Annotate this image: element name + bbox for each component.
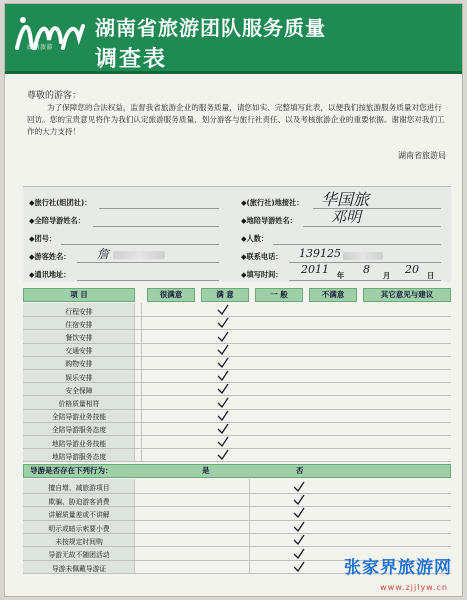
rating-item-label: 住宿安排: [65, 320, 93, 329]
behavior-item-label: 明示或暗示索要小费: [48, 524, 110, 533]
form-subtitle: 调查表: [95, 47, 168, 72]
rating-checkmark-icon-0: [216, 304, 230, 316]
count-field: ◆人数：: [241, 229, 446, 247]
behavior-item-label: 未按规定时间购: [55, 538, 103, 546]
row-divider: [23, 448, 451, 449]
rating-checkmark-icon-3: [216, 344, 230, 356]
behavior-checkmark-icon-5: [292, 548, 306, 560]
behavior-item-label: 擅自增、减旅游项目: [48, 484, 110, 493]
header-average: 一 般: [255, 288, 303, 302]
row-divider: [23, 382, 451, 383]
behavior-header-row: [23, 464, 451, 478]
header-unsatisfied: 不满意: [309, 288, 357, 302]
form-title: 湖南省旅游团队服务质量: [95, 16, 326, 40]
behavior-header: 导游是否存在下列行为：: [30, 466, 113, 476]
form-header: [5, 4, 463, 74]
local-guide-value: 邓明: [331, 208, 362, 226]
phone-field: ◆联系电话： 139125: [241, 247, 446, 265]
row-divider: [23, 422, 451, 423]
date-month-value: 8: [363, 263, 370, 276]
hunan-tourism-logo-icon: [13, 12, 89, 64]
watermark-url: www.zjjlyw.cn: [380, 583, 448, 592]
row-divider: [23, 493, 451, 494]
column-divider: [249, 479, 250, 573]
rating-checkmark-icon-1: [216, 317, 230, 329]
date-year-value: 2011: [301, 263, 329, 276]
rating-item-label: 餐饮安排: [65, 333, 93, 342]
rating-checkmark-icon-6: [216, 383, 230, 395]
yes-header: 是: [202, 466, 210, 476]
behavior-checkmark-icon-1: [292, 494, 306, 506]
local-agency-field: ◆(旅行社)地接社： 华国旅: [241, 193, 446, 211]
rating-checkmark-icon-4: [216, 357, 230, 369]
row-divider: [23, 395, 451, 396]
rating-checkmark-icon-7: [216, 397, 230, 409]
signature: 湖南省旅游局: [398, 151, 446, 160]
rating-item-label: 地陪导游服务态度: [51, 452, 107, 461]
rating-item-label: 行程安排: [65, 307, 93, 316]
rating-item-label: 全陪导游业务技能: [51, 413, 107, 422]
row-divider: [23, 520, 451, 521]
rating-item-label: 安全保障: [65, 386, 93, 395]
behavior-checkmark-icon-0: [292, 481, 306, 493]
rating-checkmark-icon-5: [216, 370, 230, 382]
rating-checkmark-icon-10: [216, 436, 230, 448]
row-divider: [23, 435, 451, 436]
rating-checkmark-icon-8: [216, 410, 230, 422]
tourist-field: ◆游客姓名： 詹: [29, 247, 229, 265]
greeting: 尊敬的游客：: [27, 91, 82, 101]
local-guide-field: ◆地陪导游姓名： 邓明: [241, 211, 446, 229]
row-divider: [23, 546, 451, 547]
behavior-item-label: 讲解质量差或不讲解: [48, 511, 110, 520]
rating-item-label: 交通安排: [65, 347, 93, 356]
behavior-checkmark-icon-6: [292, 561, 306, 573]
intro-paragraph: 为了保障您的合法权益，监督我省旅游企业的服务质量，请您如实、完整填写此表，以便我们按旅游服务质量对您进行回访。您的宝贵意见将作为我们认定旅游服务质量、划分游客与旅行社责任、以及考核旅游企业的重要依据。谢谢您对我们工作的大力支持！: [27, 103, 445, 136]
info-section: [23, 186, 451, 282]
rating-checkmark-icon-2: [216, 331, 230, 343]
rating-item-label: 购物安排: [65, 360, 93, 369]
header-comments: 其它意见与建议: [363, 288, 451, 302]
row-divider: [23, 506, 451, 507]
row-divider: [23, 461, 451, 462]
watermark-text: 张家界旅游网: [344, 558, 452, 578]
local-agency-value: 华国旅: [321, 190, 370, 209]
behavior-checkmark-icon-3: [292, 521, 306, 533]
behavior-checkmark-icon-2: [292, 507, 306, 519]
phone-value: 139125: [299, 247, 341, 260]
tourist-value: 詹: [97, 247, 110, 261]
row-divider: [23, 409, 451, 410]
group-field: ◆团号：: [29, 229, 229, 247]
row-divider: [23, 343, 451, 344]
no-header: 否: [296, 466, 304, 476]
rating-item-label: 地陪导游业务技能: [51, 439, 107, 448]
column-divider: [141, 303, 142, 461]
row-divider: [23, 316, 451, 317]
header-item: 项 目: [23, 288, 135, 302]
logo-caption: 湖南旅游: [27, 44, 54, 51]
guide-field: ◆全陪导游姓名：: [29, 211, 229, 229]
rating-item-label: 娱乐安排: [65, 373, 93, 382]
row-divider: [23, 329, 451, 330]
row-divider: [23, 356, 451, 357]
header-satisfied: 满 意: [201, 288, 249, 302]
date-day-value: 20: [405, 263, 419, 276]
behavior-checkmark-icon-4: [292, 534, 306, 546]
rating-item-label: 全陪导游服务态度: [51, 426, 107, 435]
date-field: ◆填写时间： 2011 年 8 月 20 日: [241, 265, 446, 283]
survey-form: [4, 3, 463, 597]
agency-field: ◆旅行社(组团社)：: [29, 193, 229, 211]
rating-checkmark-icon-9: [216, 423, 230, 435]
behavior-item-label: 欺骗、胁迫游客消费: [48, 497, 110, 506]
rating-item-label: 价格质量相符: [58, 399, 100, 408]
rating-checkmark-icon-11: [216, 449, 230, 461]
header-very-satisfied: 很满意: [147, 288, 195, 302]
behavior-item-label: 导游未佩戴导游证: [51, 564, 107, 573]
behavior-item-label: 导游无故不随团活动: [48, 551, 110, 560]
row-divider: [23, 533, 451, 534]
row-divider: [23, 369, 451, 370]
address-field: ◆通讯地址：: [29, 265, 229, 283]
